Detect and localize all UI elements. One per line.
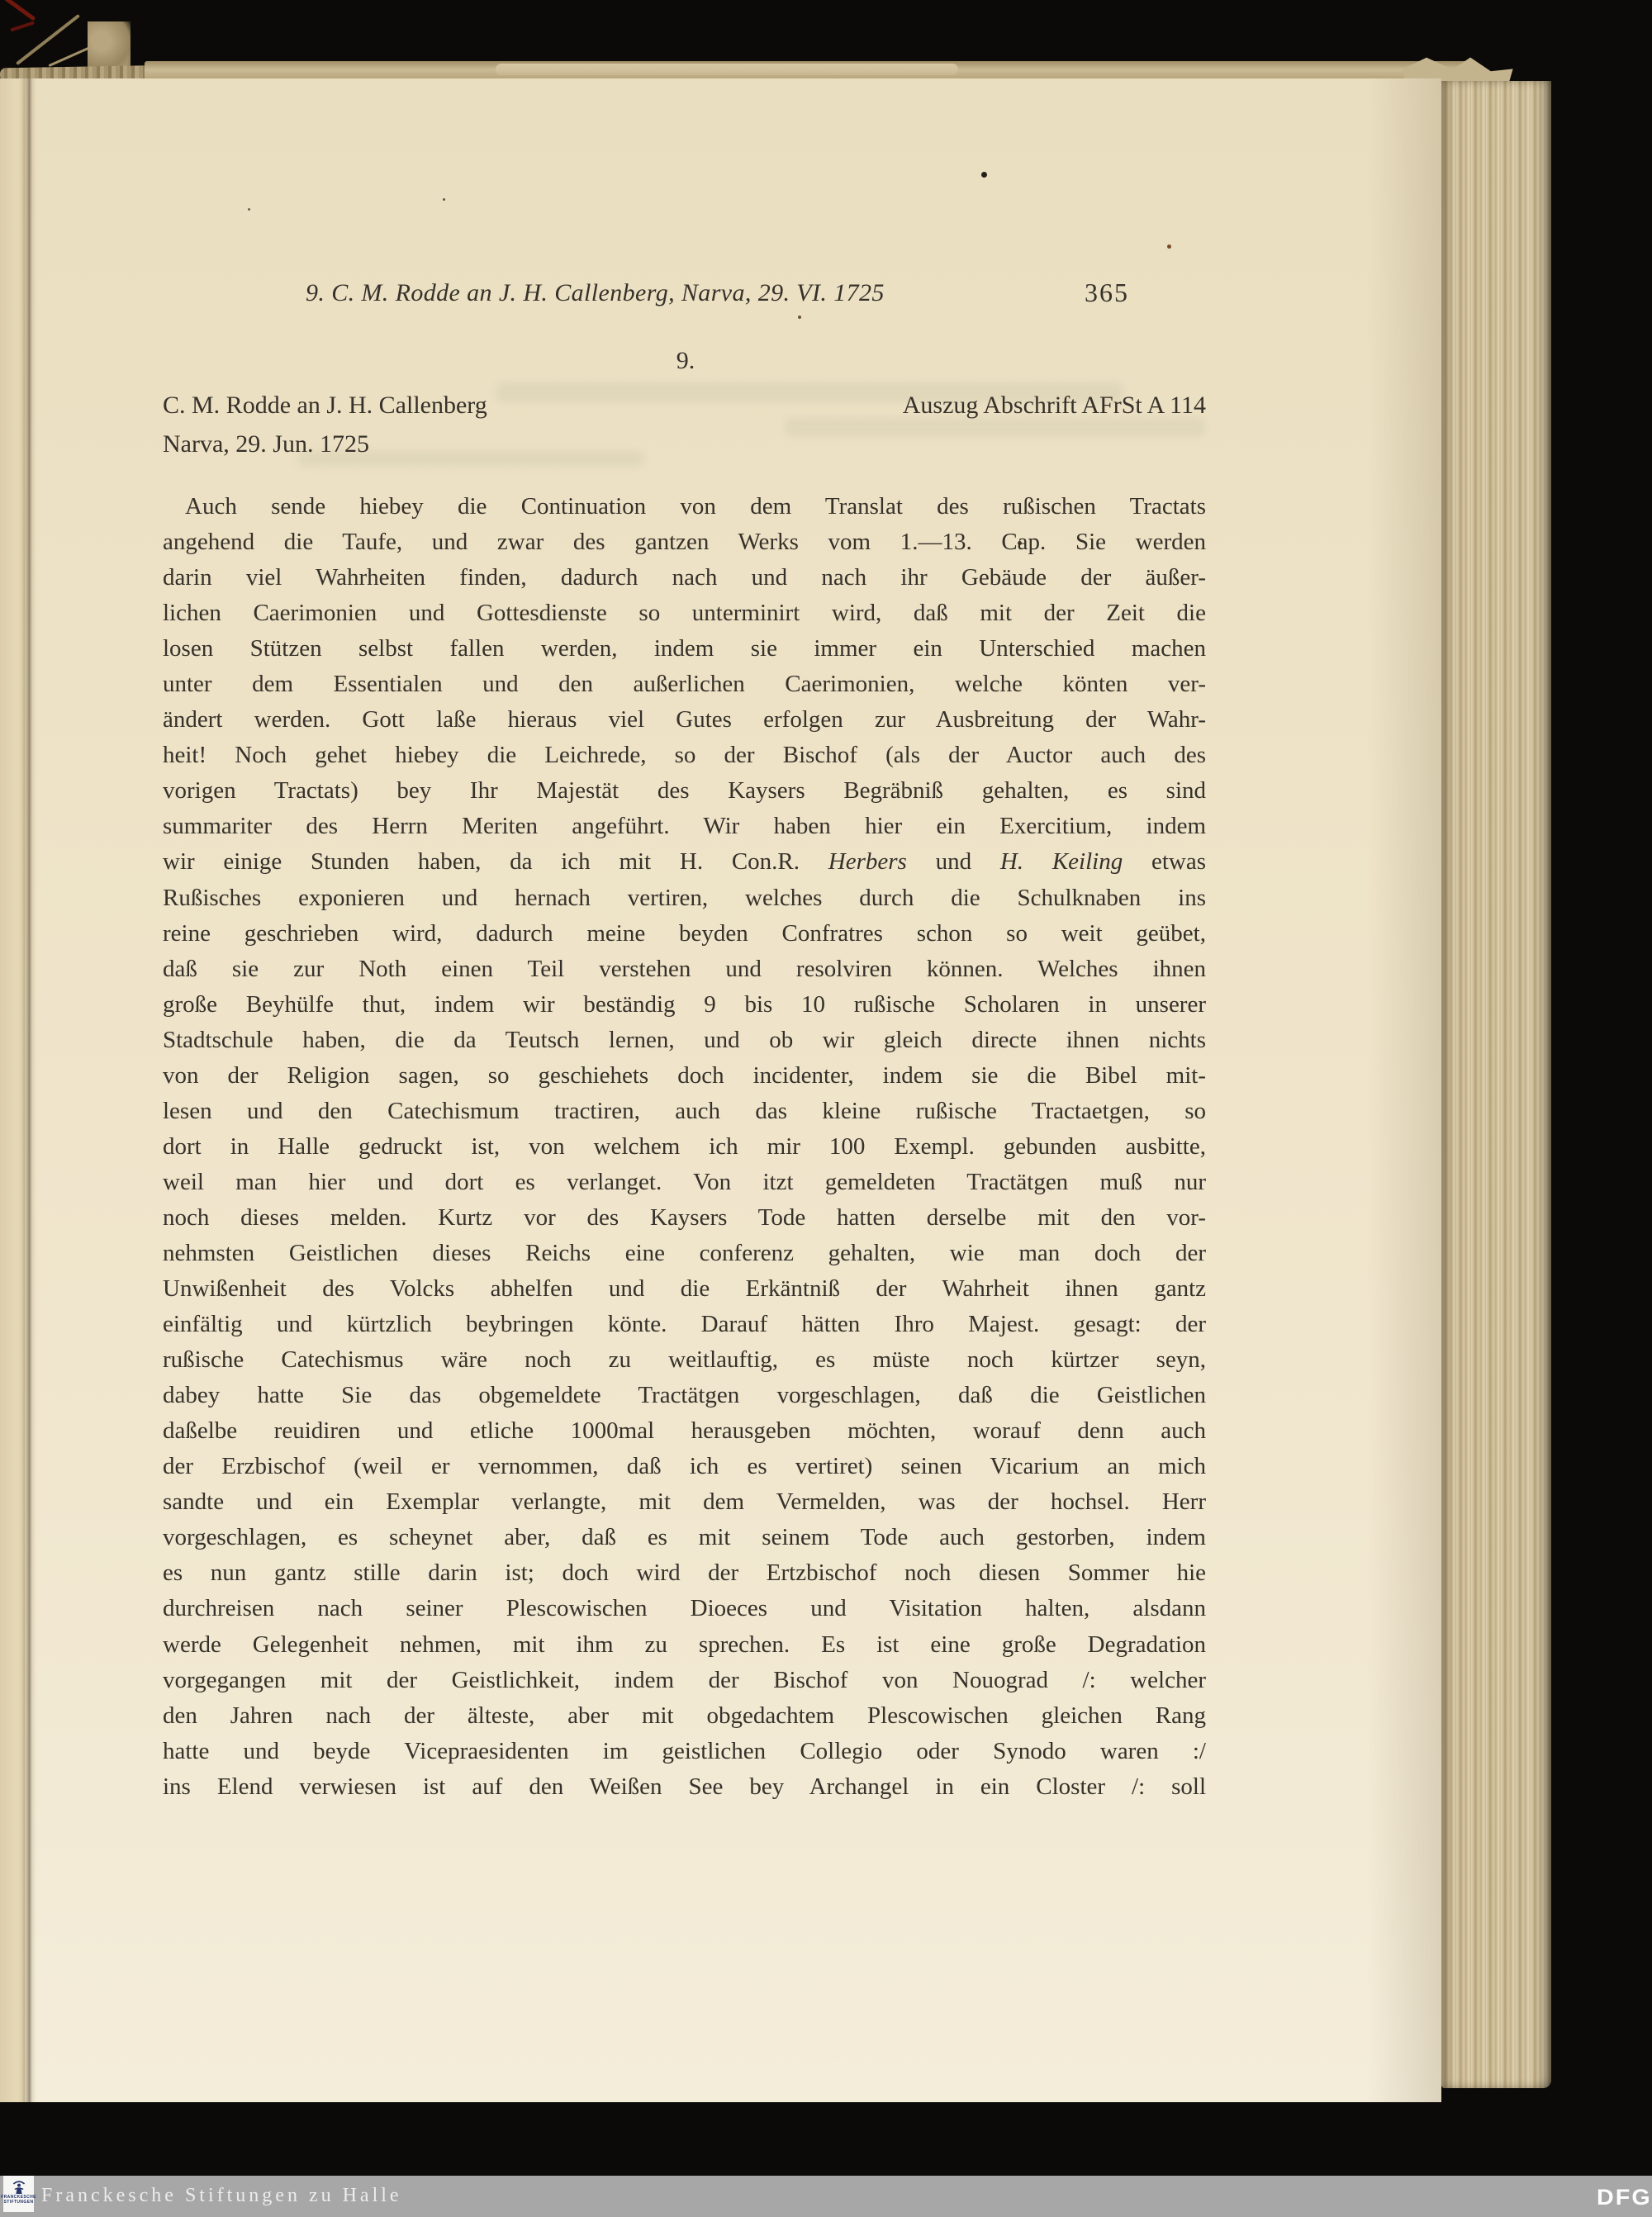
page-top-edge-highlight — [496, 64, 958, 75]
body-line: vorgegangen mit der Geistlichkeit, indem der Bischof von Nouograd /: welcher — [163, 1666, 1206, 1693]
body-line: es nun gantz stille darin ist; doch wird der Ertzbischof noch diesen Sommer hie — [163, 1559, 1206, 1587]
running-header: 9. C. M. Rodde an J. H. Callenberg, Narva, 29. VI. 1725 — [306, 279, 885, 306]
body-line: den Jahren nach der älteste, aber mit obgedachtem Plescowischen gleichen Rang — [163, 1702, 1206, 1729]
gutter-crease — [21, 78, 36, 2102]
body-line: daß sie zur Noth einen Teil verstehen und resolviren können. Welches ihnen — [163, 955, 1206, 982]
body-line: durchreisen nach seiner Plescowischen Dioeces und Visitation halten, alsdann — [163, 1595, 1206, 1622]
page-edge-stack — [1441, 81, 1551, 2088]
body-line: Auch sende hiebey die Continuation von dem Translat des rußischen Tractats — [185, 493, 1206, 520]
body-line: summariter des Herrn Meriten angeführt. Wir haben hier ein Exercitium, indem — [163, 813, 1206, 840]
body-line: noch dieses melden. Kurtz vor des Kaysers Tode hatten derselbe mit den vor- — [163, 1203, 1206, 1231]
headband-red-thread — [10, 21, 35, 31]
ink-show-through — [785, 417, 1206, 437]
section-number: 9. — [676, 347, 695, 374]
body-line: wir einige Stunden haben, da ich mit H. Con.R. Herbers und H. Keiling etwas — [163, 848, 1206, 876]
body-line: unter dem Essentialen und den außerlichen Caerimonien, welche könten ver- — [163, 671, 1206, 698]
paper-speck — [443, 198, 445, 201]
body-line: ändert werden. Gott laße hieraus viel Gutes erfolgen zur Ausbreitung der Wahr- — [163, 706, 1206, 733]
paper-speck — [248, 208, 250, 211]
body-line: Unwißenheit des Volcks abhelfen und die Erkäntniß der Wahrheit ihnen gantz — [163, 1275, 1206, 1303]
page-right-shading — [1367, 78, 1441, 2102]
body-line: lesen und den Catechismum tractiren, auch das kleine rußische Tractaetgen, so — [163, 1097, 1206, 1124]
institution-name: Franckesche Stiftungen zu Halle — [41, 2185, 402, 2206]
paper-speck — [1167, 244, 1171, 249]
letter-sender: C. M. Rodde an J. H. Callenberg — [163, 392, 487, 419]
logo-caption-line1: FRANCKESCHE — [1, 2195, 36, 2200]
franckesche-stiftungen-logo — [3, 2176, 34, 2212]
binding-thread — [16, 14, 80, 65]
letterhead-row — [163, 392, 1206, 420]
body-line: daßelbe reuidiren und etliche 1000mal herausgeben möchten, worauf denn auch — [163, 1417, 1206, 1445]
logo-caption-line2: STIFTUNGEN — [3, 2200, 34, 2205]
body-line: heit! Noch gehet hiebey die Leichrede, so der Bischof (als der Auctor auch des — [163, 742, 1206, 769]
body-line: weil man hier und dort es verlanget. Von itzt gemeldeten Tractätgen muß nur — [163, 1168, 1206, 1195]
body-line: reine geschrieben wird, dadurch meine beyden Confratres schon so weit geübet, — [163, 919, 1206, 947]
dfg-logo: DFG — [1597, 2185, 1652, 2210]
body-line: große Beyhülfe thut, indem wir beständig 9 bis 10 rußische Scholaren in unserer — [163, 990, 1206, 1018]
paper-speck — [981, 172, 987, 178]
body-line: angehend die Taufe, und zwar des gantzen Werks vom 1.—13. Cap. Sie werden — [163, 529, 1206, 556]
headband-red-thread — [4, 0, 36, 21]
body-line: nehmsten Geistlichen dieses Reichs eine conferenz gehalten, wie man doch der — [163, 1239, 1206, 1266]
franckesche-stiftungen-emblem-icon — [12, 2178, 26, 2195]
body-line: rußische Catechismus wäre noch zu weitlauftig, es müste noch kürtzer seyn, — [163, 1346, 1206, 1374]
body-line: der Erzbischof (weil er vernommen, daß ich es vertiret) seinen Vicarium an mich — [163, 1453, 1206, 1480]
body-line: Stadtschule haben, die da Teutsch lernen, und ob wir gleich directe ihnen nichts — [163, 1026, 1206, 1053]
body-line: dabey hatte Sie das obgemeldete Tractätgen vorgeschlagen, daß die Geistlichen — [163, 1382, 1206, 1409]
body-line: einfältig und kürtzlich beybringen könte. Darauf hätten Ihro Majest. gesagt: der — [163, 1311, 1206, 1338]
body-line: dort in Halle gedruckt ist, von welchem ich mir 100 Exempl. gebunden ausbitte, — [163, 1132, 1206, 1160]
body-line: vorigen Tractats) bey Ihr Majestät des Kaysers Begräbniß gehalten, es sind — [163, 777, 1206, 805]
body-line: von der Religion sagen, so geschiehets doch incidenter, indem sie die Bibel mit- — [163, 1061, 1206, 1089]
body-line: Rußisches exponieren und hernach vertiren, welches durch die Schulknaben ins — [163, 884, 1206, 911]
body-line: lichen Caerimonien und Gottesdienste so unterminirt wird, daß mit der Zeit die — [163, 600, 1206, 627]
page-number: 365 — [1085, 278, 1129, 307]
body-line: vorgeschlagen, es scheynet aber, daß es mit seinem Tode auch gestorben, indem — [163, 1524, 1206, 1551]
letter-source-note: Auszug Abschrift AFrSt A 114 — [902, 392, 1206, 419]
body-line: hatte und beyde Vicepraesidenten im geistlichen Collegio oder Synodo waren :/ — [163, 1737, 1206, 1764]
body-line: darin viel Wahrheiten finden, dadurch nach und nach ihr Gebäude der äußer- — [163, 564, 1206, 591]
body-line: werde Gelegenheit nehmen, mit ihm zu sprechen. Es ist eine große Degradation — [163, 1631, 1206, 1658]
body-line: ins Elend verwiesen ist auf den Weißen See bey Archangel in ein Closter /: soll — [163, 1773, 1206, 1800]
paper-speck — [798, 316, 801, 319]
body-line: sandte und ein Exemplar verlangte, mit dem Vermelden, was der hochsel. Herr — [163, 1488, 1206, 1516]
letter-place-date: Narva, 29. Jun. 1725 — [163, 430, 369, 458]
body-line: losen Stützen selbst fallen werden, indem sie immer ein Unterschied machen — [163, 635, 1206, 662]
letter-body — [163, 489, 1206, 1805]
